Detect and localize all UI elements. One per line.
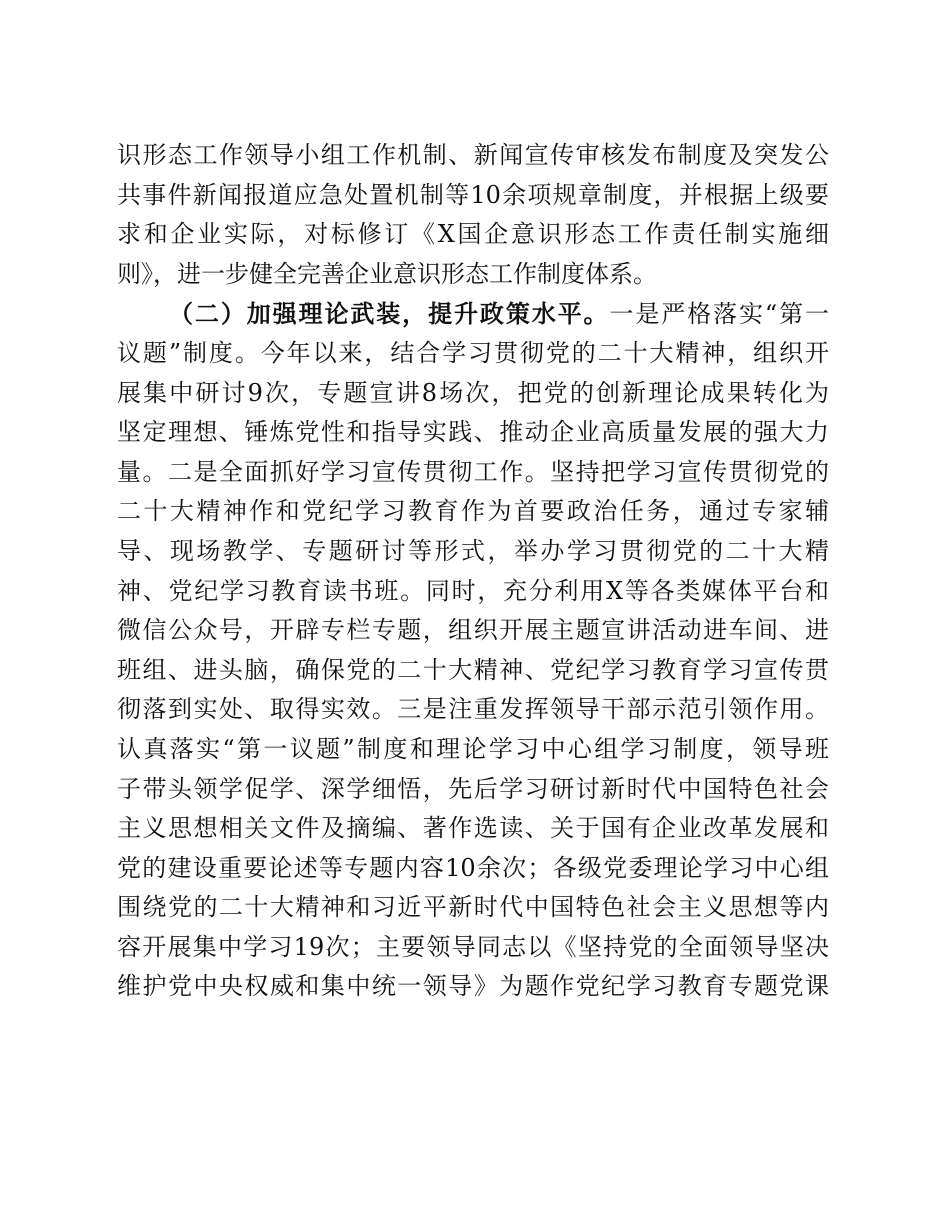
text-line: 识形态工作领导小组工作机制、新闻宣传审核发布制度及突发公 [117,141,829,169]
text-line: 求和企业实际，对标修订《X国企意识形态工作责任制实施细 [117,220,829,249]
section-heading-line [117,294,829,334]
text-line: 微信公众号，开辟专栏专题，组织开展主题宣讲活动进车间、进 [117,616,829,645]
text-line: 导、现场教学、专题研讨等形式，举办学习贯彻党的二十大精 [117,536,829,565]
text-line: 围绕党的二十大精神和习近平新时代中国特色社会主义思想等内 [117,893,829,922]
text-line: 认真落实“第一议题”制度和理论学习中心组学习制度，领导班 [117,734,829,763]
text-line: 共事件新闻报道应急处置机制等10余项规章制度，并根据上级要 [117,180,829,209]
body-text [117,136,829,1007]
text-line: 维护党中央权威和集中统一领导》为题作党纪学习教育专题党课 [117,972,829,1001]
text-line: 子带头领学促学、深学细悟，先后学习研讨新时代中国特色社会 [117,774,829,803]
text-line: 班组、进头脑，确保党的二十大精神、党纪学习教育学习宣传贯 [117,655,829,684]
text-line: 展集中研讨9次，专题宣讲8场次，把党的创新理论成果转化为 [117,378,829,407]
text-fragment: 一是严格落实“第一 [609,300,829,329]
text-line: 主义思想相关文件及摘编、著作选读、关于国有企业改革发展和 [117,814,829,843]
text-line: 神、党纪学习教育读书班。同时，充分利用X等各类媒体平台和 [117,576,829,605]
text-line: 则》，进一步健全完善企业意识形态工作制度体系。 [117,259,657,288]
section-heading: （二）加强理论武装，提升政策水平。 [169,299,610,329]
text-line: 坚定理想、锤炼党性和指导实践、推动企业高质量发展的强大力 [117,418,829,447]
text-line: 容开展集中学习19次；主要领导同志以《坚持党的全面领导坚决 [117,932,829,961]
text-line: 党的建设重要论述等专题内容10余次；各级党委理论学习中心组 [117,853,829,882]
text-line: 彻落到实处、取得实效。三是注重发挥领导干部示范引领作用。 [117,695,829,724]
text-line: 二十大精神作和党纪学习教育作为首要政治任务，通过专家辅 [117,497,829,526]
text-line: 议题”制度。今年以来，结合学习贯彻党的二十大精神，组织开 [117,338,829,367]
text-line: 量。二是全面抓好学习宣传贯彻工作。坚持把学习宣传贯彻党的 [117,457,829,486]
